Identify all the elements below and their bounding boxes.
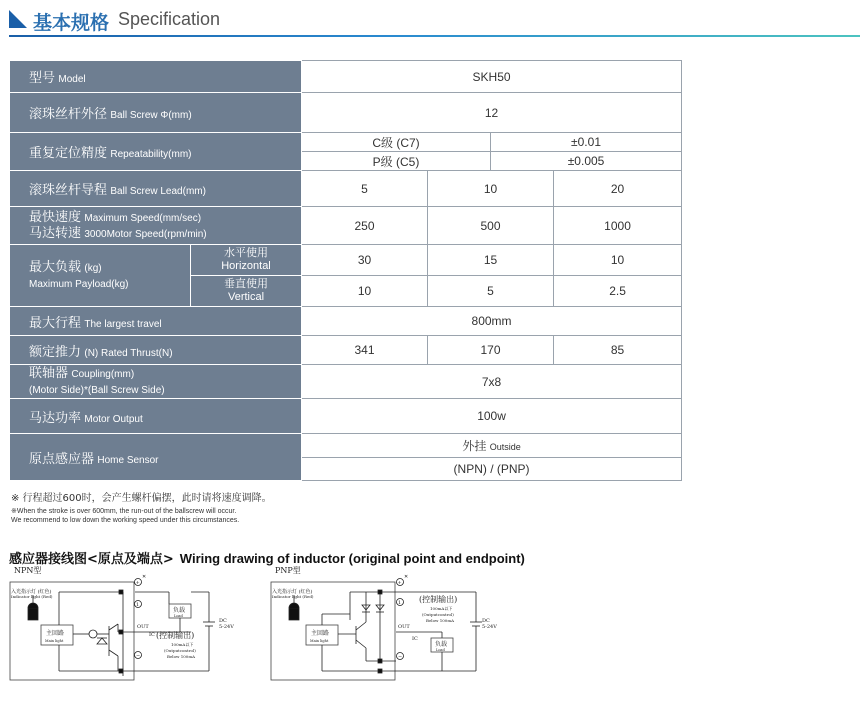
header-title-cn: 基本规格	[33, 12, 110, 34]
repeatability-grade: P级 (C5)	[302, 152, 491, 171]
thrust-value: 341	[302, 336, 428, 365]
lead-label: 滚珠丝杆导程 Ball Screw Lead(mm)	[10, 171, 302, 207]
row-repeatability-1	[10, 133, 682, 152]
header-title-en: Specification	[118, 9, 221, 29]
repeatability-grade: C级 (C7)	[302, 133, 491, 152]
motor-label: 马达功率 Motor Output	[10, 399, 302, 434]
pnp-type-label: PNP型	[275, 566, 301, 575]
note-en: ※When the stroke is over 600mm, the run-out of the ballscrew will occur. We recommend to low down the working speed under this circumstances.	[11, 508, 240, 524]
svg-text:入光指示灯 (红色): 入光指示灯 (红色)	[11, 589, 52, 595]
ball-screw-value: 12	[302, 93, 682, 133]
coupling-label: 联轴器 Coupling(mm) (Motor Side)*(Ball Screw Side)	[10, 365, 302, 399]
svg-text:OUT: OUT	[398, 624, 410, 630]
row-speed	[10, 207, 682, 245]
svg-text:负载: 负载	[173, 607, 186, 614]
svg-text:(Outputcontrol): (Outputcontrol)	[422, 612, 454, 617]
row-home-1	[10, 434, 682, 458]
svg-text:(控制输出): (控制输出)	[156, 631, 195, 640]
ball-screw-label: 滚珠丝杆外径 Ball Screw Φ(mm)	[10, 93, 302, 133]
svg-text:✕: ✕	[142, 574, 147, 580]
svg-text:主回路: 主回路	[311, 630, 330, 637]
note-cn: ※ 行程超过600时，会产生螺杆偏摆，此时请将速度调降。	[11, 493, 272, 504]
payload-vertical-label: 垂直使用 Vertical	[191, 276, 302, 307]
travel-value: 800mm	[302, 307, 682, 336]
model-label: 型号 Model	[10, 61, 302, 93]
row-ball-screw	[10, 93, 682, 133]
row-payload-horizontal	[10, 245, 682, 276]
svg-text:IC: IC	[412, 636, 418, 642]
travel-label: 最大行程 The largest travel	[10, 307, 302, 336]
page-header	[9, 7, 860, 39]
svg-text:100mA以下: 100mA以下	[430, 606, 453, 611]
payload-value: 10	[554, 245, 682, 276]
home-label: 原点感应器 Home Sensor	[10, 434, 302, 481]
svg-text:Main light: Main light	[45, 639, 64, 643]
svg-text:5-24V: 5-24V	[219, 624, 234, 630]
svg-text:−: −	[398, 654, 403, 660]
header-triangle-icon	[9, 10, 27, 28]
svg-text:Indicator light (Red): Indicator light (Red)	[272, 594, 314, 599]
speed-label: 最快速度 Maximum Speed(mm/sec) 马达转速 3000Motor Speed(rpm/min)	[10, 207, 302, 245]
svg-text:DC: DC	[482, 618, 490, 624]
svg-text:(Outputcontrol): (Outputcontrol)	[164, 648, 196, 653]
row-travel	[10, 307, 682, 336]
home-value-type: 外挂 Outside	[302, 434, 682, 458]
svg-text:Below 100mA: Below 100mA	[426, 618, 455, 623]
svg-text:IC: IC	[149, 632, 155, 638]
lead-value: 20	[554, 171, 682, 207]
npn-type-label: NPN型	[14, 566, 42, 575]
speed-value: 1000	[554, 207, 682, 245]
svg-text:+: +	[397, 580, 402, 586]
payload-value: 10	[302, 276, 428, 307]
thrust-value: 170	[428, 336, 554, 365]
svg-text:负载: 负载	[435, 641, 448, 648]
svg-text:(控制输出): (控制输出)	[419, 595, 458, 604]
lead-value: 5	[302, 171, 428, 207]
payload-horizontal-label: 水平使用 Horizontal	[191, 245, 302, 276]
wiring-title: 感应器接线图<原点及端点> Wiring drawing of inductor (original point and endpoint)	[9, 551, 525, 567]
svg-text:1: 1	[136, 602, 140, 608]
svg-text:Load: Load	[436, 648, 445, 652]
row-motor	[10, 399, 682, 434]
svg-text:100mA以下: 100mA以下	[171, 642, 194, 647]
lead-value: 10	[428, 171, 554, 207]
model-value: SKH50	[302, 61, 682, 93]
payload-value: 30	[302, 245, 428, 276]
svg-text:Indicator light (Red): Indicator light (Red)	[11, 594, 53, 599]
svg-text:−: −	[136, 653, 141, 659]
notes	[11, 489, 272, 525]
payload-label: 最大负载 (kg) Maximum Payload(kg)	[10, 245, 191, 307]
svg-text:5-24V: 5-24V	[482, 624, 497, 630]
payload-value: 2.5	[554, 276, 682, 307]
svg-text:OUT: OUT	[137, 624, 149, 630]
payload-value: 5	[428, 276, 554, 307]
repeatability-label: 重复定位精度 Repeatability(mm)	[10, 133, 302, 171]
home-value-output: (NPN) / (PNP)	[302, 458, 682, 481]
thrust-value: 85	[554, 336, 682, 365]
spec-table	[9, 60, 682, 481]
svg-text:Below 100mA: Below 100mA	[167, 654, 196, 659]
repeatability-value: ±0.01	[491, 133, 682, 152]
row-model	[10, 61, 682, 93]
row-coupling	[10, 365, 682, 399]
svg-text:主回路: 主回路	[46, 630, 65, 637]
payload-value: 15	[428, 245, 554, 276]
header-divider	[9, 35, 860, 37]
svg-text:1: 1	[398, 600, 402, 606]
row-lead	[10, 171, 682, 207]
svg-text:+: +	[135, 580, 140, 586]
speed-value: 500	[428, 207, 554, 245]
svg-text:Load: Load	[174, 614, 183, 618]
thrust-label: 额定推力 (N) Rated Thrust(N)	[10, 336, 302, 365]
svg-text:✕: ✕	[404, 574, 409, 580]
motor-value: 100w	[302, 399, 682, 434]
row-thrust	[10, 336, 682, 365]
svg-text:入光指示灯 (红色): 入光指示灯 (红色)	[272, 589, 313, 595]
coupling-value: 7x8	[302, 365, 682, 399]
svg-text:Main light: Main light	[310, 639, 329, 643]
repeatability-value: ±0.005	[491, 152, 682, 171]
npn-diagram	[9, 564, 271, 684]
speed-value: 250	[302, 207, 428, 245]
pnp-diagram	[270, 564, 532, 684]
svg-text:DC: DC	[219, 618, 227, 624]
